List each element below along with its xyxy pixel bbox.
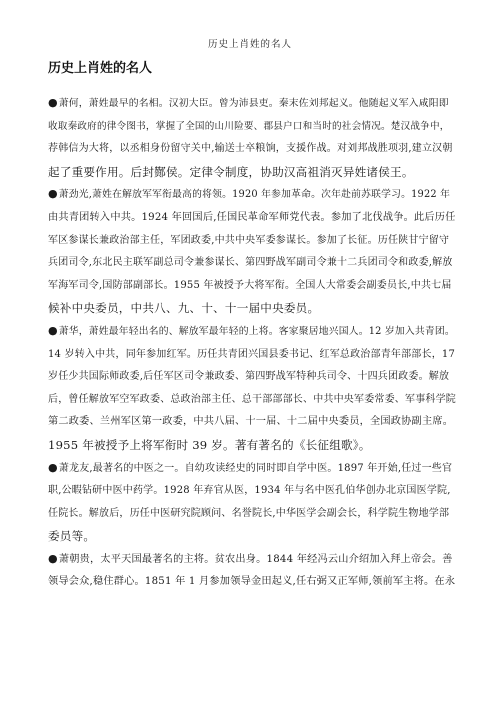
entry-line: ●萧劲光,萧姓在解放军军衔最高的将领。1920 年参加革命。次年赴前苏联学习。1922 年 xyxy=(48,187,451,201)
running-header: 历史上肖姓的名人 xyxy=(207,39,292,50)
entry-line: 职,公暇钻研中医中药学。1928 年弃官从医，1934 年与名中医孔伯华创办北京国医学院, xyxy=(48,485,451,497)
bullet-icon: ● xyxy=(48,187,58,201)
entry-line: 1955 年被授予上将军衔时 39 岁。著有著名的《长征组歌》。 xyxy=(48,437,371,452)
entry-line: 岁任少共国际师政委,后任军区司令兼政委、第四野战军特种兵司令、十四兵团政委。解放 xyxy=(48,371,450,383)
entry-xiao-he xyxy=(48,92,456,183)
entry-line: ●萧朝贵，太平天国最著名的主将。贫农出身。1844 年经冯云山介绍加入拜上帝会。善 xyxy=(48,551,453,565)
document-body xyxy=(48,92,456,594)
entry-line: 候补中央委员，中共八、九、十、十一届中央委员。 xyxy=(48,301,320,316)
entry-xiao-jinguang xyxy=(48,183,456,320)
entry-xiao-hua xyxy=(48,320,456,457)
entry-line: ●萧华，萧姓最年轻出名的、解放军最年轻的上将。客家聚居地兴国人。12 岁加入共青团。 xyxy=(48,323,455,337)
entry-line: 第二政委、兰州军区第一政委，中共八届、十一届、十二届中央委员，全国政协副主席。 xyxy=(48,416,454,428)
entry-line: 14 岁转入中共，同年参加红军。历任共青团兴国县委书记、红军总政治部青年部部长，17 xyxy=(48,348,456,360)
entry-line: 兵团司令,东北民主联军副总司令兼参谋长、第四野战军副司令兼十二兵团司令和政委,解放 xyxy=(48,257,453,269)
entry-xiao-chaogui xyxy=(48,548,456,594)
entry-xiao-longyou xyxy=(48,457,456,548)
entry-line: 任院长。解放后，历任中医研究院顾问、名誉院长,中华医学会副会长，科学院生物地学部 xyxy=(48,507,450,519)
entry-line: 后，曾任解放军空军政委、总政治部主任、总干部部部长、中共中央军委常委、军事科学院 xyxy=(48,393,456,405)
entry-line: ●萧龙友,最著名的中医之一。自幼攻读经史的同时即自学中医。1897 年开始,任过一些官 xyxy=(48,460,453,474)
bullet-icon: ● xyxy=(48,460,58,474)
bullet-icon: ● xyxy=(48,323,58,337)
entry-line: 起了重要作用。后封酂侯。定律令制度，协助汉高祖消灭异姓诸侯王。 xyxy=(48,164,414,179)
entry-line: 委员等。 xyxy=(48,529,96,544)
entry-line: 领导会众,稳住群心。1851 年 1 月参加领导金田起义,任右弼又正军师,领前军主将。在永 xyxy=(48,576,456,588)
entry-line: 由共青团转入中共。1924 年回国后,任国民革命军师党代表。参加了北伐战争。此后历任 xyxy=(48,211,456,223)
bullet-icon: ● xyxy=(48,551,58,565)
entry-line: ●萧何，萧姓最早的名相。汉初大臣。曾为沛县吏。秦末佐刘邦起义。他随起义军入咸阳即 xyxy=(48,96,449,109)
entry-line: 军区参谋长兼政治部主任，军团政委,中共中央军委参谋长。参加了长征。历任陕甘宁留守 xyxy=(48,234,450,246)
entry-line: 荐韩信为大将，以丞相身份留守关中,输送士卒粮饷，支援作战。对刘邦战胜项羽,建立汉朝 xyxy=(48,143,453,155)
bullet-icon: ● xyxy=(48,96,58,109)
entry-line: 军海军司令,国防部副部长。1955 年被授予大将军衔。全国人大常委会副委员长,中共七届 xyxy=(48,279,452,291)
entry-line: 收取秦政府的律令图书，掌握了全国的山川险要、郡县户口和当时的社会情况。楚汉战争中， xyxy=(48,120,450,132)
document-title: 历史上肖姓的名人 xyxy=(48,61,153,76)
